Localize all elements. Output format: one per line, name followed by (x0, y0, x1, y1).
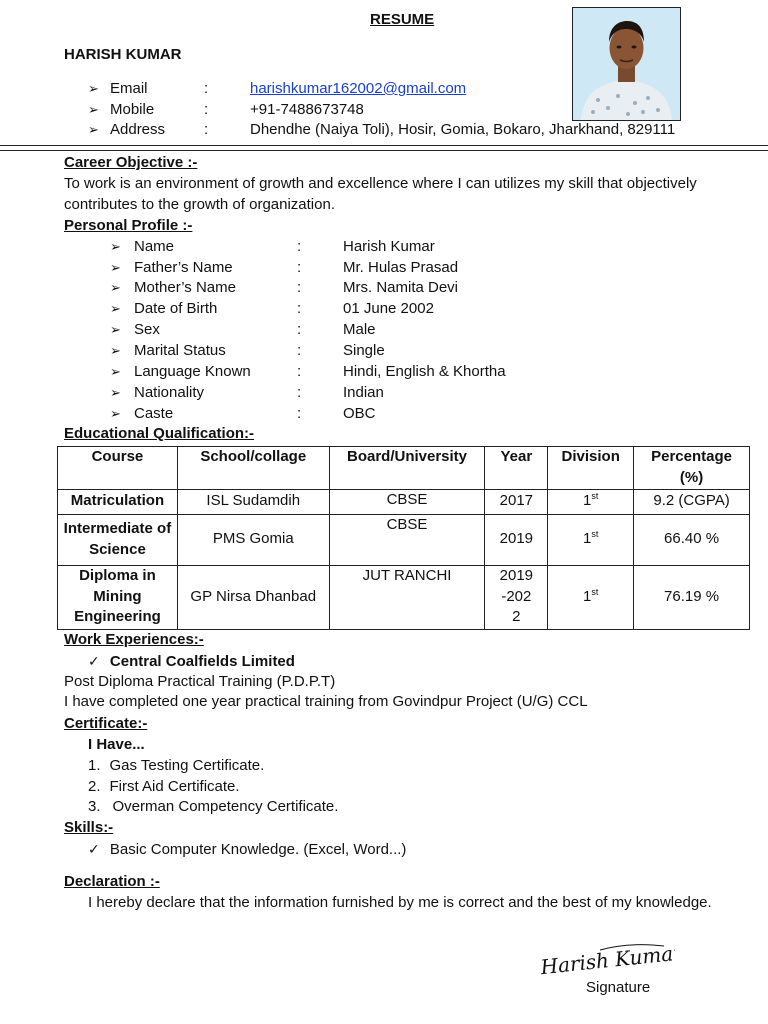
school-cell: PMS Gomia (177, 514, 329, 565)
training-description: I have completed one year practical training from Govindpur Project (U/G) CCL (64, 693, 588, 710)
board-cell: JUT RANCHI (329, 565, 485, 629)
arrow-bullet-icon: ➢ (88, 81, 99, 96)
profile-value: Indian (343, 384, 384, 401)
arrow-bullet-icon: ➢ (110, 322, 121, 337)
check-icon: ✓ (88, 841, 100, 857)
contact-value: +91-7488673748 (250, 101, 364, 118)
work-experience-heading: Work Experiences:- (64, 631, 204, 648)
course-cell: Diploma in Mining Engineering (58, 565, 178, 629)
column-header: Course (58, 447, 178, 490)
profile-label: Marital Status (134, 342, 226, 359)
declaration-heading: Declaration :- (64, 873, 160, 890)
arrow-bullet-icon: ➢ (110, 364, 121, 379)
division-cell: 1st (548, 514, 634, 565)
profile-value: 01 June 2002 (343, 300, 434, 317)
contact-label: Mobile (110, 101, 155, 118)
divider (0, 145, 768, 146)
arrow-bullet-icon: ➢ (110, 406, 121, 421)
arrow-bullet-icon: ➢ (88, 102, 99, 117)
contact-value: Dhendhe (Naiya Toli), Hosir, Gomia, Bokaro, Jharkhand, 829111 (250, 121, 676, 138)
percentage-cell: 76.19 % (634, 565, 750, 629)
career-objective-heading: Career Objective :- (64, 154, 198, 171)
profile-photo (572, 7, 681, 121)
signature-block (530, 928, 675, 1000)
table-row (58, 514, 750, 565)
arrow-bullet-icon: ➢ (110, 301, 121, 316)
profile-value: Male (343, 321, 376, 338)
signature-label: Signature (586, 979, 651, 996)
education-table (57, 446, 750, 630)
profile-value: Mr. Hulas Prasad (343, 259, 459, 276)
column-header: Year (485, 447, 548, 490)
profile-value: Harish Kumar (343, 238, 435, 255)
list-item: 1. Gas Testing Certificate. (88, 757, 265, 774)
column-header: Percentage (%) (634, 447, 750, 490)
year-cell: 2017 (485, 489, 548, 514)
arrow-bullet-icon: ➢ (110, 280, 121, 295)
table-header-row (58, 447, 750, 490)
table-row (58, 565, 750, 629)
profile-label: Sex (134, 321, 160, 338)
division-cell: 1st (548, 565, 634, 629)
profile-label: Father’s Name (134, 259, 233, 276)
arrow-bullet-icon: ➢ (88, 122, 99, 137)
column-header: Board/University (329, 447, 485, 490)
personal-profile-heading: Personal Profile :- (64, 217, 193, 234)
signature-image (530, 928, 675, 976)
school-cell: GP Nirsa Dhanbad (177, 565, 329, 629)
board-cell: CBSE (329, 489, 485, 514)
profile-value: Single (343, 342, 385, 359)
company-line (88, 651, 295, 673)
year-cell: 2019-2022 (485, 565, 548, 629)
profile-label: Nationality (134, 384, 205, 401)
column-header: Division (548, 447, 634, 490)
resume-title: RESUME (370, 11, 435, 28)
certificate-heading: Certificate:- (64, 715, 148, 732)
skill-item: ✓ Basic Computer Knowledge. (Excel, Word...) (88, 841, 407, 858)
arrow-bullet-icon: ➢ (110, 239, 121, 254)
profile-label: Language Known (134, 363, 251, 380)
profile-value: OBC (343, 405, 376, 422)
course-cell: Matriculation (58, 489, 178, 514)
percentage-cell: 9.2 (CGPA) (634, 489, 750, 514)
arrow-bullet-icon: ➢ (110, 343, 121, 358)
column-header: School/collage (177, 447, 329, 490)
candidate-name: HARISH KUMAR (64, 46, 182, 63)
profile-label: Name (134, 238, 175, 255)
certificate-intro: I Have... (88, 736, 145, 753)
arrow-bullet-icon: ➢ (110, 260, 121, 275)
school-cell: ISL Sudamdih (177, 489, 329, 514)
percentage-cell: 66.40 % (634, 514, 750, 565)
table-row (58, 489, 750, 514)
list-item: 2. First Aid Certificate. (88, 778, 240, 795)
career-objective-text: To work is an environment of growth and excellence where I can utilizes my skill that objectively contributes to the growth of organization. (64, 175, 697, 213)
profile-value: Hindi, English & Khortha (343, 363, 506, 380)
divider (0, 150, 768, 151)
contact-label: Address (110, 121, 166, 138)
board-cell: CBSE (329, 514, 485, 565)
profile-label: Mother’s Name (134, 279, 236, 296)
profile-label: Date of Birth (134, 300, 218, 317)
svg-text:Harish Kumar: Harish Kumar (539, 940, 675, 976)
list-item: 3. Overman Competency Certificate. (88, 798, 339, 815)
skills-heading: Skills:- (64, 819, 114, 836)
education-heading: Educational Qualification:- (64, 425, 255, 442)
division-cell: 1st (548, 489, 634, 514)
company-name: Central Coalfields Limited (109, 653, 295, 670)
training-title: Post Diploma Practical Training (P.D.P.T) (64, 673, 336, 690)
contact-label: Email (110, 80, 148, 97)
check-icon: ✓ (88, 653, 100, 669)
email-link[interactable]: harishkumar162002@gmail.com (250, 80, 467, 97)
profile-value: Mrs. Namita Devi (343, 279, 459, 296)
arrow-bullet-icon: ➢ (110, 385, 121, 400)
course-cell: Intermediate of Science (58, 514, 178, 565)
year-cell: 2019 (485, 514, 548, 565)
profile-label: Caste (134, 405, 174, 422)
declaration-text: I hereby declare that the information furnished by me is correct and the best of my knowledge. (88, 894, 712, 911)
